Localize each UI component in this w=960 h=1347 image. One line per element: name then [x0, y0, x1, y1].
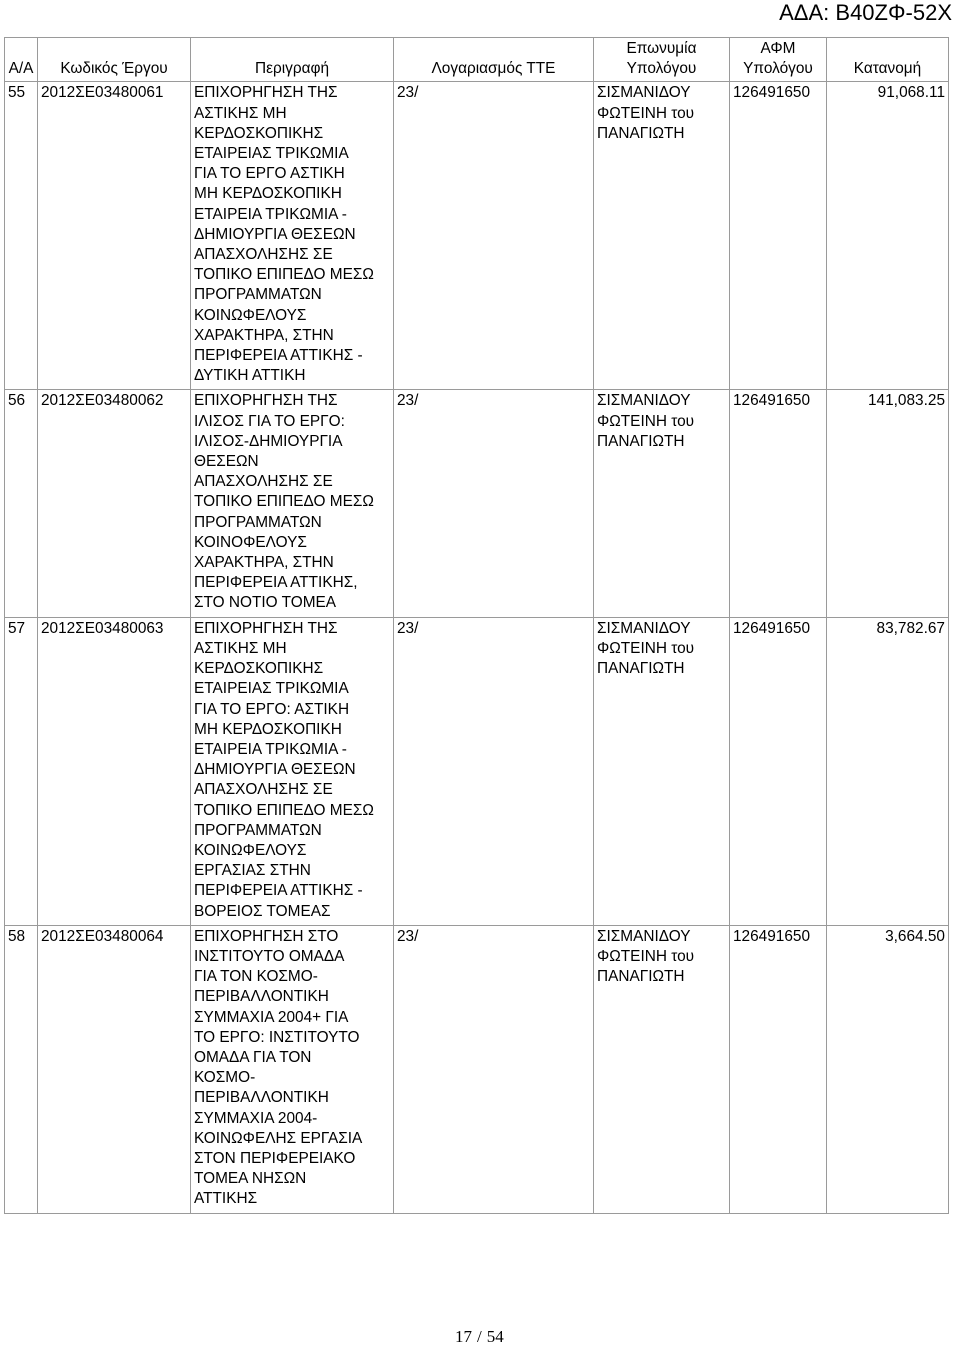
- project-description-line: ΚΟΙΝΩΦΕΛΟΥΣ: [194, 841, 307, 859]
- header-name-line: Υπολόγου: [626, 60, 697, 78]
- row-aa: 58: [5, 925, 38, 1213]
- header-aa: Α/Α: [5, 38, 38, 82]
- project-description: [191, 617, 394, 925]
- project-description-line: ΣΥΜΜΑΧΙΑ 2004+ ΓΙΑ: [194, 1008, 349, 1026]
- page-number: [455, 1327, 504, 1347]
- responsible-name-line: ΦΩΤΕΙΝΗ του: [597, 639, 695, 657]
- project-description-line: ΟΜΑΔΑ ΓΙΑ ΤΟΝ: [194, 1048, 312, 1066]
- project-description-line: ΕΠΙΧΟΡΗΓΗΣΗ ΤΗΣ: [194, 84, 338, 102]
- project-description-line: ΑΠΑΣΧΟΛΗΣΗΣ ΣΕ: [194, 781, 333, 799]
- row-aa: 56: [5, 390, 38, 617]
- project-description-line: ΠΕΡΙΦΕΡΕΙΑ ΑΤΤΙΚΗΣ -: [194, 882, 363, 900]
- project-description-line: ΠΕΡΙΦΕΡΕΙΑ ΑΤΤΙΚΗΣ -: [194, 347, 363, 365]
- responsible-name-line: ΠΑΝΑΓΙΩΤΗ: [597, 968, 685, 986]
- project-description-line: ΚΟΙΝΟΦΕΛΟΥΣ: [194, 533, 307, 551]
- responsible-name: [594, 390, 730, 617]
- header-name: [594, 38, 730, 82]
- page-current: 17: [455, 1327, 472, 1346]
- project-description-line: ΘΕΣΕΩΝ: [194, 453, 259, 471]
- project-description-line: ΔΥΤΙΚΗ ΑΤΤΙΚΗ: [194, 367, 306, 385]
- page-total: 54: [486, 1327, 504, 1346]
- header-afm-line: Υπολόγου: [743, 60, 813, 78]
- project-description-line: ΜΗ ΚΕΡΔΟΣΚΟΠΙΚΗ: [194, 720, 342, 738]
- allocation-amount: 91,068.11: [827, 82, 949, 390]
- project-description-line: ΕΤΑΙΡΕΙΑΣ ΤΡΙΚΩΜΙΑ: [194, 145, 349, 163]
- project-description-line: ΓΙΑ ΤΟ ΕΡΓΟ: ΑΣΤΙΚΗ: [194, 700, 350, 718]
- header-afm-line: ΑΦΜ: [760, 40, 796, 57]
- project-description-line: ΕΠΙΧΟΡΗΓΗΣΗ ΤΗΣ: [194, 392, 338, 410]
- header-code: Κωδικός Έργου: [38, 38, 191, 82]
- afm-value: 126491650: [730, 925, 827, 1213]
- project-description-line: ΙΛΙΣΟΣ-ΔΗΜΙΟΥΡΓΙΑ: [194, 432, 343, 450]
- project-description-line: ΑΤΤΙΚΗΣ: [194, 1190, 258, 1208]
- project-description-line: ΤΟΜΕΑ ΝΗΣΩΝ: [194, 1170, 307, 1188]
- allocation-amount: 83,782.67: [827, 617, 949, 925]
- project-description-line: ΠΡΟΓΡΑΜΜΑΤΩΝ: [194, 286, 322, 304]
- project-description-line: ΠΕΡΙΦΕΡΕΙΑ ΑΤΤΙΚΗΣ,: [194, 574, 358, 592]
- project-description-line: ΑΠΑΣΧΟΛΗΣΗΣ ΣΕ: [194, 246, 333, 264]
- project-description-line: ΔΗΜΙΟΥΡΓΙΑ ΘΕΣΕΩΝ: [194, 225, 356, 243]
- responsible-name-line: ΣΙΣΜΑΝΙΔΟΥ: [597, 392, 691, 410]
- project-description-line: ΑΣΤΙΚΗΣ ΜΗ: [194, 639, 287, 657]
- responsible-name-line: ΣΙΣΜΑΝΙΔΟΥ: [597, 84, 691, 102]
- responsible-name-line: ΠΑΝΑΓΙΩΤΗ: [597, 432, 685, 450]
- project-description-line: ΕΤΑΙΡΕΙΑ ΤΡΙΚΩΜΙΑ -: [194, 740, 347, 758]
- project-description-line: ΧΑΡΑΚΤΗΡΑ, ΣΤΗΝ: [194, 554, 334, 572]
- afm-value: 126491650: [730, 390, 827, 617]
- project-description: [191, 390, 394, 617]
- table-row: [5, 82, 949, 390]
- project-description-line: ΔΗΜΙΟΥΡΓΙΑ ΘΕΣΕΩΝ: [194, 761, 356, 779]
- project-description-line: ΠΡΟΓΡΑΜΜΑΤΩΝ: [194, 513, 322, 531]
- project-description-line: ΤΟΠΙΚΟ ΕΠΙΠΕΔΟ ΜΕΣΩ: [194, 801, 374, 819]
- afm-value: 126491650: [730, 82, 827, 390]
- project-description-line: ΓΙΑ ΤΟΝ ΚΟΣΜΟ-: [194, 968, 318, 986]
- project-description-line: ΤΟΠΙΚΟ ΕΠΙΠΕΔΟ ΜΕΣΩ: [194, 493, 374, 511]
- project-description-line: ΣΤΟ ΝΟΤΙΟ ΤΟΜΕΑ: [194, 594, 337, 612]
- responsible-name-line: ΦΩΤΕΙΝΗ του: [597, 104, 695, 122]
- account-ref: 23/: [394, 925, 594, 1213]
- project-description-line: ΙΝΣΤΙΤΟΥΤΟ ΟΜΑΔΑ: [194, 947, 345, 965]
- header-name-line: Επωνυμία: [626, 40, 697, 57]
- allocation-amount: 3,664.50: [827, 925, 949, 1213]
- project-description-line: ΑΠΑΣΧΟΛΗΣΗΣ ΣΕ: [194, 473, 333, 491]
- project-description-line: ΣΤΟΝ ΠΕΡΙΦΕΡΕΙΑΚΟ: [194, 1149, 356, 1167]
- project-description-line: ΧΑΡΑΚΤΗΡΑ, ΣΤΗΝ: [194, 326, 334, 344]
- responsible-name: [594, 82, 730, 390]
- table-row: [5, 390, 949, 617]
- project-description-line: ΠΡΟΓΡΑΜΜΑΤΩΝ: [194, 821, 322, 839]
- allocation-table: [4, 37, 949, 1214]
- project-description-line: ΚΕΡΔΟΣΚΟΠΙΚΗΣ: [194, 124, 324, 142]
- responsible-name: [594, 617, 730, 925]
- account-ref: 23/: [394, 82, 594, 390]
- page-separator: /: [477, 1327, 482, 1346]
- project-description-line: ΕΤΑΙΡΕΙΑ ΤΡΙΚΩΜΙΑ -: [194, 205, 347, 223]
- responsible-name-line: ΠΑΝΑΓΙΩΤΗ: [597, 124, 685, 142]
- responsible-name-line: ΦΩΤΕΙΝΗ του: [597, 412, 695, 430]
- account-ref: 23/: [394, 390, 594, 617]
- project-description-line: ΕΤΑΙΡΕΙΑΣ ΤΡΙΚΩΜΙΑ: [194, 680, 349, 698]
- table-row: [5, 925, 949, 1213]
- responsible-name-line: ΠΑΝΑΓΙΩΤΗ: [597, 660, 685, 678]
- table-header-row: [5, 38, 949, 82]
- project-description-line: ΚΟΣΜΟ-: [194, 1069, 256, 1087]
- project-code: 2012ΣΕ03480063: [38, 617, 191, 925]
- header-description: Περιγραφή: [191, 38, 394, 82]
- project-code: 2012ΣΕ03480064: [38, 925, 191, 1213]
- header-allocation: Κατανομή: [827, 38, 949, 82]
- project-description: [191, 82, 394, 390]
- project-description-line: ΕΠΙΧΟΡΗΓΗΣΗ ΤΗΣ: [194, 619, 338, 637]
- project-description-line: ΚΟΙΝΩΦΕΛΟΥΣ: [194, 306, 307, 324]
- project-description: [191, 925, 394, 1213]
- header-afm: [730, 38, 827, 82]
- project-description-line: ΕΡΓΑΣΙΑΣ ΣΤΗΝ: [194, 862, 311, 880]
- project-description-line: ΒΟΡΕΙΟΣ ΤΟΜΕΑΣ: [194, 902, 331, 920]
- account-ref: 23/: [394, 617, 594, 925]
- project-description-line: ΑΣΤΙΚΗΣ ΜΗ: [194, 104, 287, 122]
- ada-code: ΑΔΑ: Β40ΖΦ-52Χ: [779, 0, 952, 25]
- project-description-line: ΠΕΡΙΒΑΛΛΟΝΤΙΚΗ: [194, 1089, 329, 1107]
- responsible-name: [594, 925, 730, 1213]
- project-description-line: ΚΟΙΝΩΦΕΛΗΣ ΕΡΓΑΣΙΑ: [194, 1129, 363, 1147]
- project-code: 2012ΣΕ03480061: [38, 82, 191, 390]
- project-description-line: ΚΕΡΔΟΣΚΟΠΙΚΗΣ: [194, 660, 324, 678]
- row-aa: 57: [5, 617, 38, 925]
- afm-value: 126491650: [730, 617, 827, 925]
- project-description-line: ΤΟΠΙΚΟ ΕΠΙΠΕΔΟ ΜΕΣΩ: [194, 266, 374, 284]
- project-description-line: ΕΠΙΧΟΡΗΓΗΣΗ ΣΤΟ: [194, 927, 339, 945]
- allocation-amount: 141,083.25: [827, 390, 949, 617]
- project-description-line: ΣΥΜΜΑΧΙΑ 2004-: [194, 1109, 318, 1127]
- responsible-name-line: ΦΩΤΕΙΝΗ του: [597, 947, 695, 965]
- project-description-line: ΓΙΑ ΤΟ ΕΡΓΟ ΑΣΤΙΚΗ: [194, 165, 345, 183]
- project-code: 2012ΣΕ03480062: [38, 390, 191, 617]
- project-description-line: ΙΛΙΣΟΣ ΓΙΑ ΤΟ ΕΡΓΟ:: [194, 412, 345, 430]
- project-description-line: ΤΟ ΕΡΓΟ: ΙΝΣΤΙΤΟΥΤΟ: [194, 1028, 360, 1046]
- header-account: Λογαριασμός ΤΤΕ: [394, 38, 594, 82]
- project-description-line: ΜΗ ΚΕΡΔΟΣΚΟΠΙΚΗ: [194, 185, 342, 203]
- table-row: [5, 617, 949, 925]
- table-body: [5, 82, 949, 1213]
- responsible-name-line: ΣΙΣΜΑΝΙΔΟΥ: [597, 927, 691, 945]
- row-aa: 55: [5, 82, 38, 390]
- responsible-name-line: ΣΙΣΜΑΝΙΔΟΥ: [597, 619, 691, 637]
- project-description-line: ΠΕΡΙΒΑΛΛΟΝΤΙΚΗ: [194, 988, 329, 1006]
